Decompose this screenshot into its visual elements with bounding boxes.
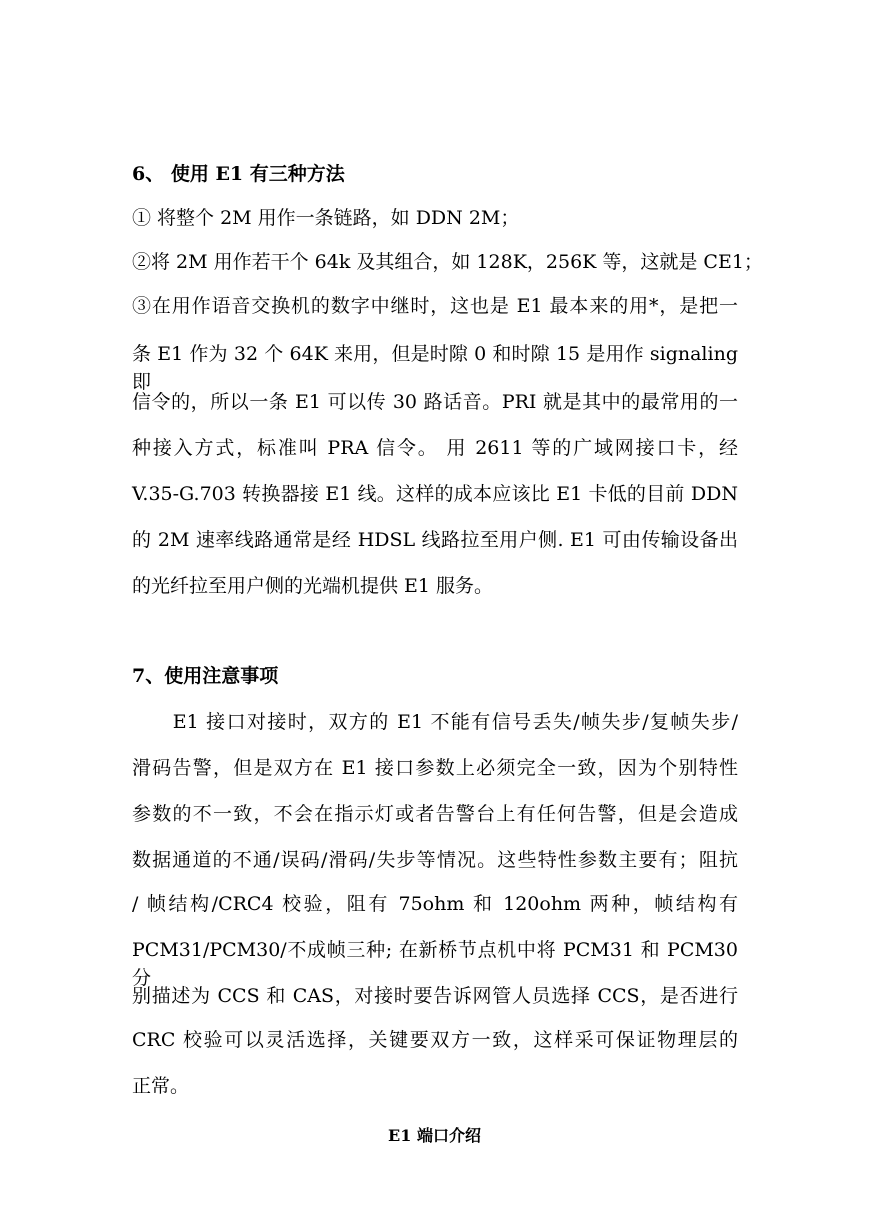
section-6-line-4: 条 E1 作为 32 个 64K 来用，但是时隙 0 和时隙 15 是用作 signaling 即 [132, 343, 738, 393]
section-7-heading: 7、使用注意事项 [132, 665, 279, 687]
section-6-line-1: ① 将整个 2M 用作一条链路，如 DDN 2M； [132, 207, 520, 229]
section-6-line-5: 信令的，所以一条 E1 可以传 30 路话音。PRI 就是其中的最常用的一 [132, 391, 738, 413]
section-6-line-9: 的光纤拉至用户侧的光端机提供 E1 服务。 [132, 575, 494, 597]
section-7-line-8: CRC 校验可以灵活选择，关键要双方一致，这样采可保证物理层的 [132, 1029, 738, 1051]
section-7-line-2: 滑码告警，但是双方在 E1 接口参数上必须完全一致，因为个别特性 [132, 757, 738, 779]
section-6-line-6: 种接入方式，标准叫 PRA 信令。 用 2611 等的广域网接口卡，经 [132, 437, 738, 459]
section-7-line-9: 正常。 [132, 1075, 190, 1097]
section-6-line-8: 的 2M 速率线路通常是经 HDSL 线路拉至用户侧. E1 可由传输设备出 [132, 529, 738, 551]
section-6-line-3: ③在用作语音交换机的数字中继时，这也是 E1 最本来的用*，是把一 [132, 295, 738, 317]
section-7-line-7: 别描述为 CCS 和 CAS，对接时要告诉网管人员选择 CCS，是否进行 [132, 985, 738, 1007]
section-6-line-7: V.35-G.703 转换器接 E1 线。这样的成本应该比 E1 卡低的目前 DDN [132, 483, 738, 505]
section-6-heading: 6、 使用 E1 有三种方法 [132, 163, 345, 185]
section-7-line-3: 参数的不一致，不会在指示灯或者告警台上有任何告警，但是会造成 [132, 803, 738, 825]
footer-title: E1 端口介绍 [388, 1126, 481, 1145]
section-6-line-2: ②将 2M 用作若干个 64k 及其组合，如 128K，256K 等，这就是 CE1； [132, 251, 763, 273]
section-7-line-6: PCM31/PCM30/不成帧三种; 在新桥节点机中将 PCM31 和 PCM30 分 [132, 939, 738, 989]
section-7-line-1: E1 接口对接时，双方的 E1 不能有信号丢失/帧失步/复帧失步/ [132, 711, 738, 733]
section-7-line-5: / 帧结构/CRC4 校验，阻有 75ohm 和 120ohm 两种，帧结构有 [132, 893, 738, 915]
section-7-line-4: 数据通道的不通/误码/滑码/失步等情况。这些特性参数主要有；阻抗 [132, 849, 738, 871]
